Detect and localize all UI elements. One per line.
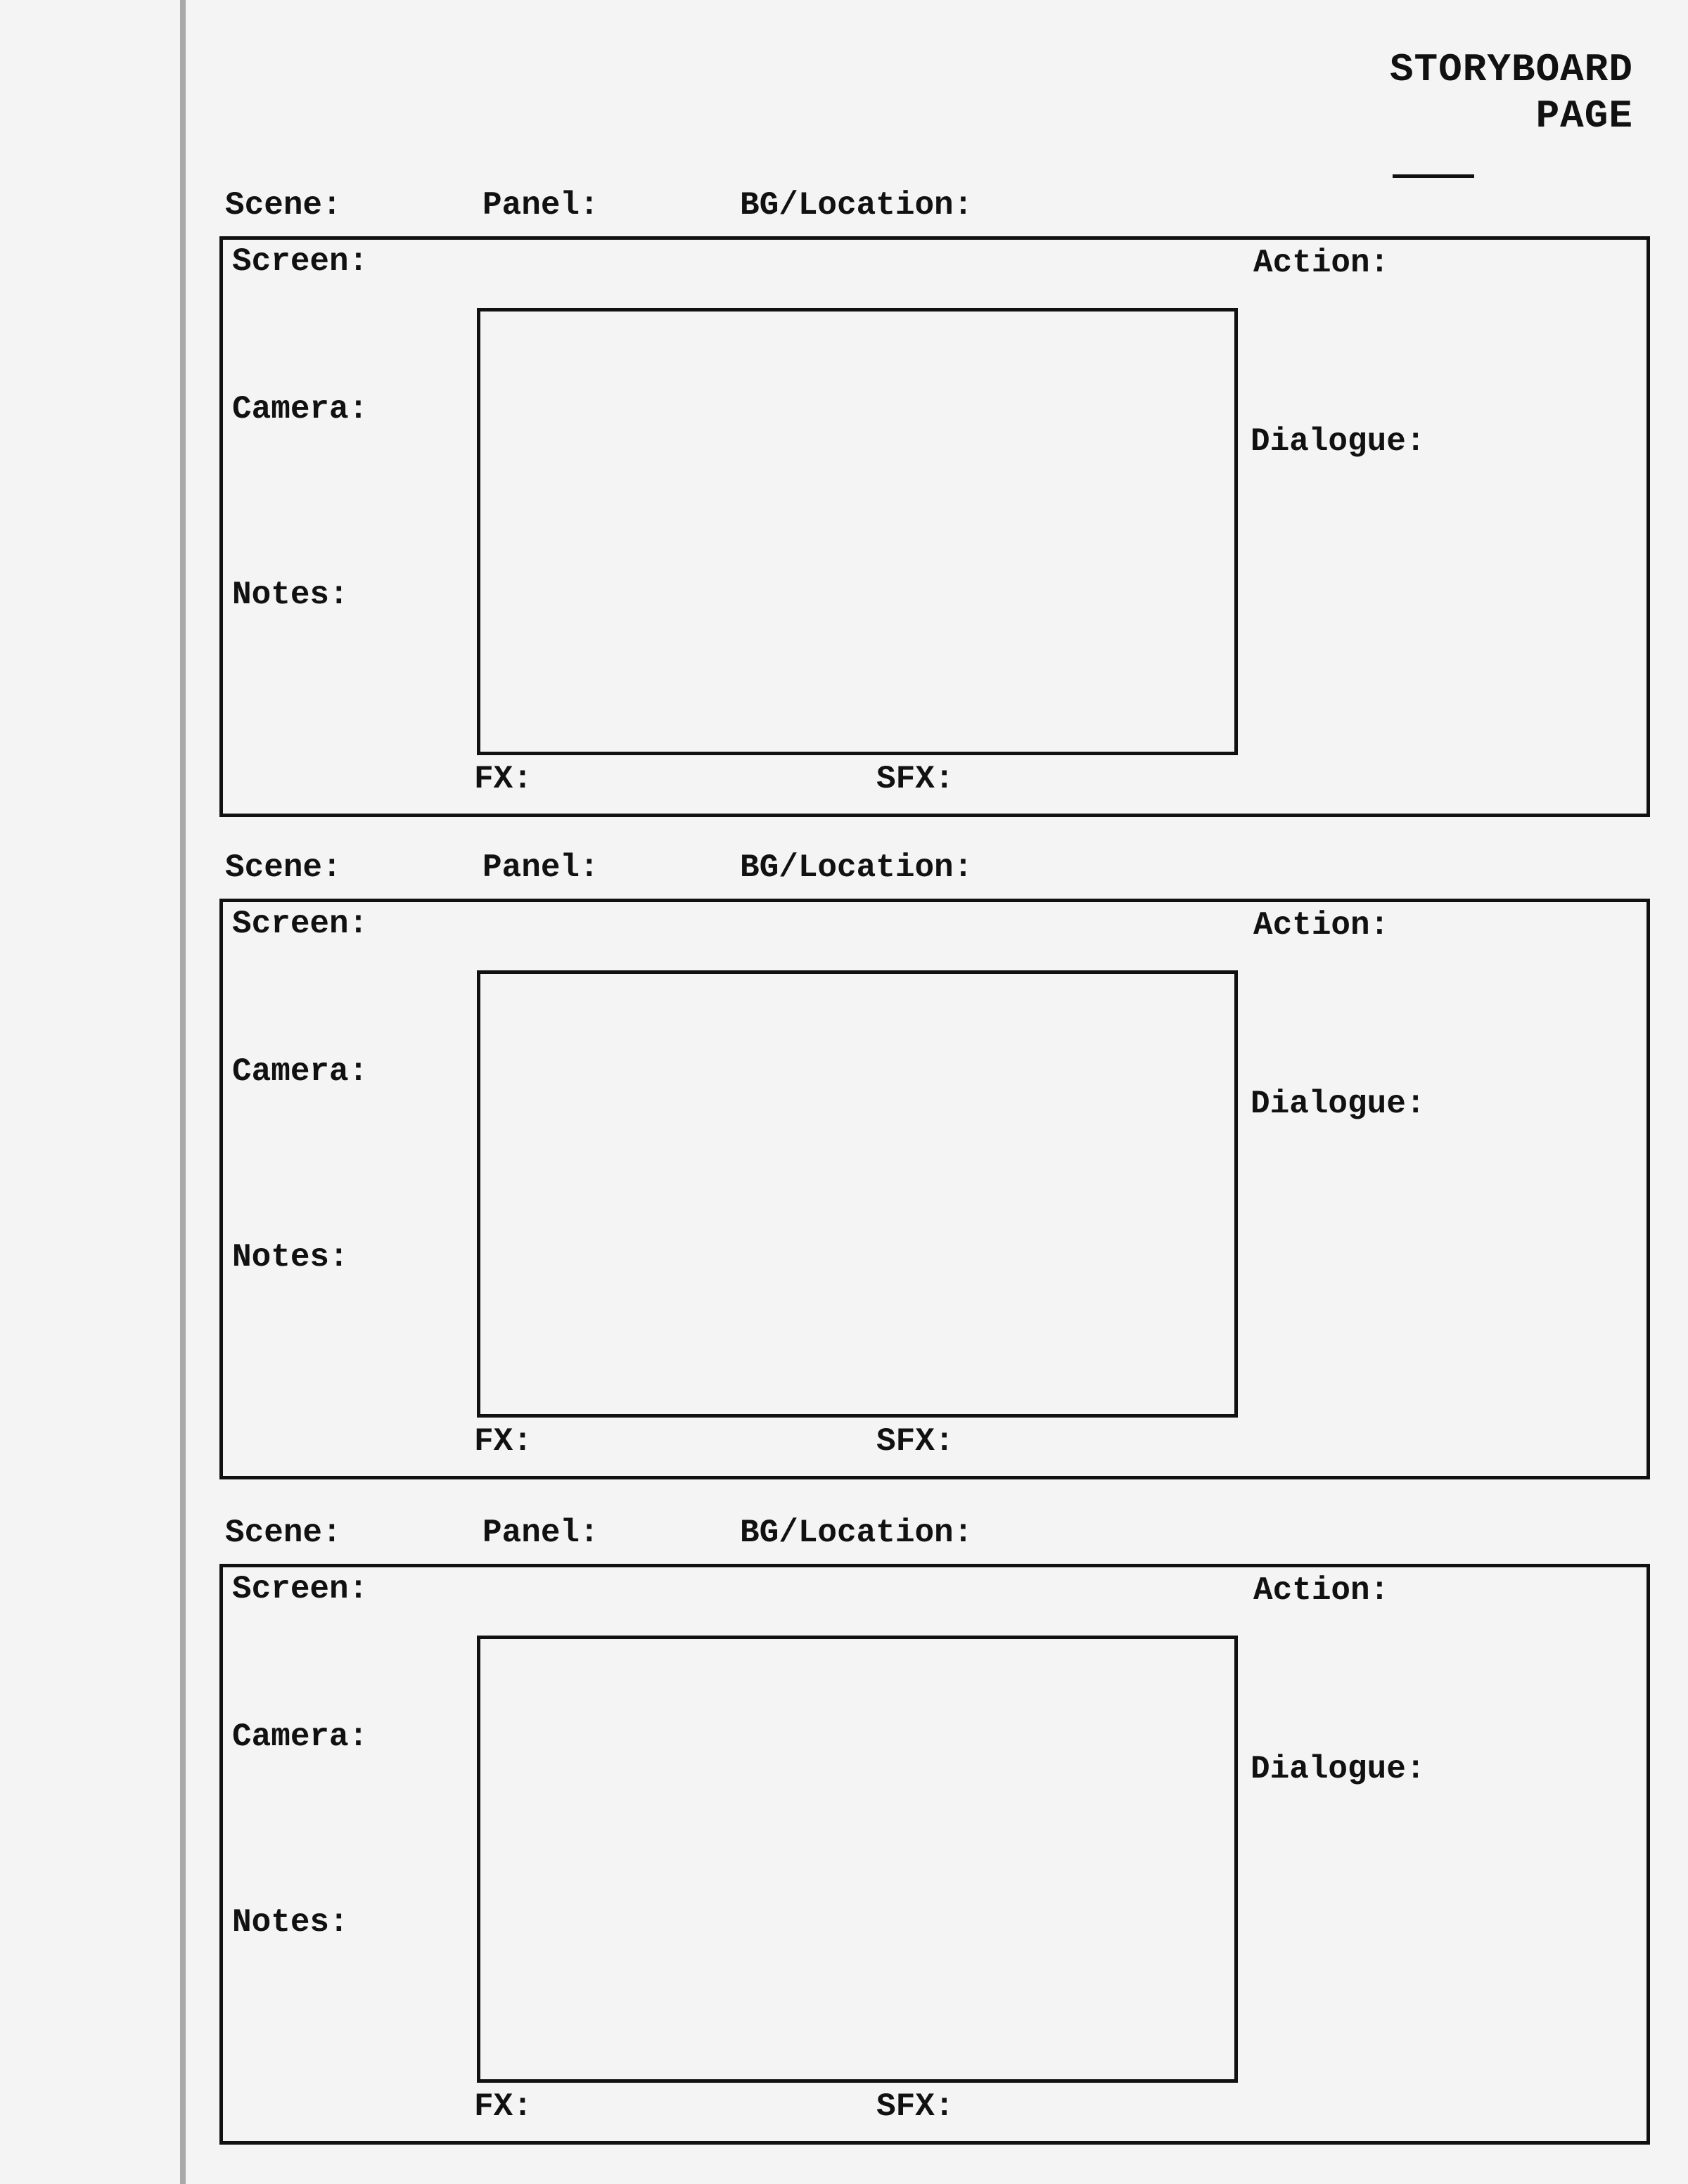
notes-label: Notes: (232, 577, 349, 613)
dialogue-label: Dialogue: (1251, 1751, 1426, 1787)
page-number-line (1390, 93, 1633, 178)
panel-label: Panel: (482, 849, 599, 886)
storyboard-panel-1 (0, 187, 1688, 841)
bg-location-label: BG/Location: (740, 849, 973, 886)
sfx-label: SFX: (876, 1423, 954, 1460)
title-line: STORYBOARD (1389, 47, 1633, 92)
page-label: PAGE (1535, 94, 1633, 139)
action-label: Action: (1253, 245, 1390, 281)
fx-label: FX: (474, 761, 532, 797)
camera-label: Camera: (232, 1719, 369, 1755)
notes-label: Notes: (232, 1904, 349, 1941)
storyboard-panel-3 (0, 1515, 1688, 2169)
camera-label: Camera: (232, 391, 369, 428)
sketch-area[interactable] (477, 1636, 1238, 2083)
page-number-blank[interactable] (1393, 139, 1474, 178)
fx-label: FX: (474, 1423, 532, 1460)
dialogue-label: Dialogue: (1251, 423, 1426, 460)
bg-location-label: BG/Location: (740, 1515, 973, 1551)
sketch-area[interactable] (477, 970, 1238, 1418)
fx-label: FX: (474, 2088, 532, 2125)
sfx-label: SFX: (876, 2088, 954, 2125)
sfx-label: SFX: (876, 761, 954, 797)
notes-label: Notes: (232, 1239, 349, 1276)
page-title (1390, 46, 1633, 178)
panel-label: Panel: (482, 187, 599, 224)
action-label: Action: (1253, 907, 1390, 944)
scene-label: Scene: (225, 849, 342, 886)
screen-label: Screen: (232, 243, 369, 280)
action-label: Action: (1253, 1572, 1390, 1609)
screen-label: Screen: (232, 1571, 369, 1607)
screen-label: Screen: (232, 906, 369, 942)
bg-location-label: BG/Location: (740, 187, 973, 224)
scene-label: Scene: (225, 187, 342, 224)
scene-label: Scene: (225, 1515, 342, 1551)
camera-label: Camera: (232, 1053, 369, 1090)
panel-label: Panel: (482, 1515, 599, 1551)
sketch-area[interactable] (477, 308, 1238, 755)
dialogue-label: Dialogue: (1251, 1086, 1426, 1122)
storyboard-panel-2 (0, 849, 1688, 1503)
